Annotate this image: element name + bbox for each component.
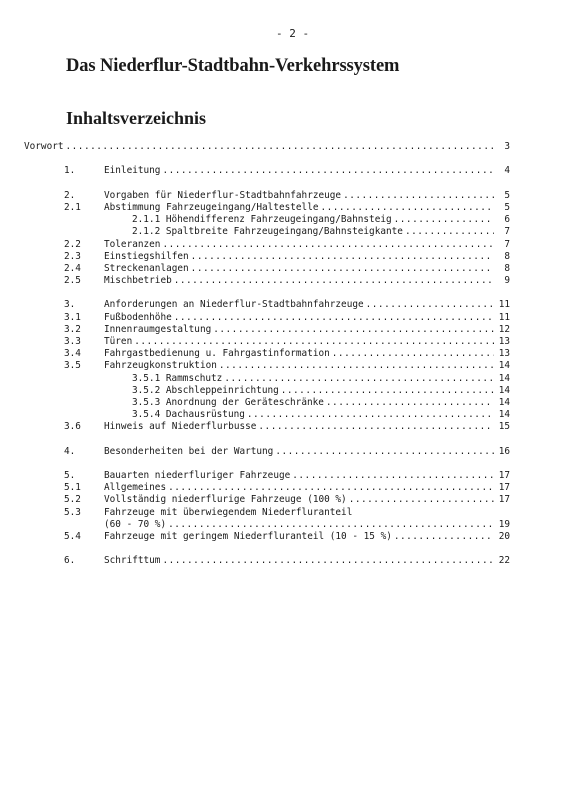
toc-page: 12 (498, 323, 510, 335)
toc-leader-dots (168, 519, 494, 531)
toc-number: 1. (64, 165, 76, 177)
toc-number: 2. (64, 189, 76, 201)
toc-entry-2-1-2 (64, 226, 510, 238)
toc-entry-3-4 (64, 348, 510, 360)
toc-number: 3.6 (64, 421, 81, 433)
toc-entry-3-5-4 (64, 409, 510, 421)
toc-label: Besonderheiten bei der Wartung (104, 445, 274, 457)
toc-number: 2.2 (64, 238, 81, 250)
toc-page: 4 (504, 165, 510, 177)
toc-number: 2.3 (64, 250, 81, 262)
toc-leader-dots (258, 421, 494, 433)
toc-label: 2.1.1 Höhendifferenz Fahrzeugeingang/Bahnsteig (132, 214, 392, 226)
toc-number: 3.4 (64, 348, 81, 360)
toc-leader-dots (326, 397, 494, 409)
toc-entry-3-3 (64, 336, 510, 348)
table-of-contents (24, 141, 510, 568)
toc-label: 3.5.3 Anordnung der Geräteschränke (132, 396, 324, 408)
toc-page: 7 (504, 238, 510, 250)
toc-page: 14 (498, 396, 510, 408)
toc-label: Vorwort (24, 141, 64, 152)
toc-page: 13 (498, 336, 510, 347)
toc-page: 20 (498, 531, 510, 542)
page-number: - 2 - (276, 27, 310, 40)
toc-entry-3-6 (64, 421, 510, 433)
toc-number: 5.3 (64, 506, 81, 518)
toc-page: 13 (498, 348, 510, 360)
toc-label: Einleitung (104, 165, 161, 177)
toc-entry-2-3 (64, 251, 510, 263)
toc-label: Schrifttum (104, 555, 161, 567)
toc-entry-2-1 (64, 202, 510, 214)
toc-entry-5-1 (64, 482, 510, 494)
toc-number: 3.1 (64, 311, 81, 323)
toc-entry-5-4 (64, 531, 510, 543)
toc-leader-dots (247, 409, 494, 421)
toc-leader-dots (224, 373, 494, 385)
toc-label: Bauarten niederfluriger Fahrzeuge (104, 470, 291, 482)
toc-number: 5.4 (64, 531, 81, 542)
toc-page: 11 (498, 299, 510, 311)
toc-entry-vorwort (24, 141, 510, 153)
toc-page: 17 (498, 482, 510, 494)
toc-entry-3-5-3 (64, 397, 510, 409)
toc-label: Fahrzeuge mit überwiegendem Niederfluranteil (104, 506, 353, 518)
toc-label: 3.5.2 Abschleppeinrichtung (132, 384, 279, 396)
toc-page: 5 (504, 189, 510, 201)
toc-leader-dots (162, 239, 494, 251)
toc-label: Anforderungen an Niederflur-Stadtbahnfahrzeuge (104, 299, 364, 311)
toc-heading: Inhaltsverzeichnis (66, 108, 207, 128)
toc-label: Fahrzeuge mit geringem Niederfluranteil (10 - 15 %) (104, 531, 392, 542)
toc-page: 8 (504, 250, 510, 262)
toc-page: 3 (504, 141, 510, 152)
toc-page: 16 (498, 445, 510, 457)
toc-number: 4. (64, 445, 76, 457)
toc-label: Streckenanlagen (104, 262, 189, 274)
toc-leader-dots (292, 470, 494, 482)
toc-entry-2-1-1 (64, 214, 510, 226)
toc-leader-dots (174, 312, 494, 324)
toc-label: Einstiegshilfen (104, 250, 189, 262)
toc-label: 3.5.4 Dachausrüstung (132, 409, 245, 421)
toc-number: 3.5 (64, 360, 81, 372)
toc-leader-dots (168, 482, 494, 494)
toc-entry-2 (64, 190, 510, 202)
toc-leader-dots (66, 141, 494, 153)
toc-page: 9 (504, 275, 510, 287)
toc-leader-dots (213, 324, 494, 336)
toc-page: 14 (498, 409, 510, 421)
toc-leader-dots (332, 348, 494, 360)
toc-leader-dots (394, 531, 494, 543)
toc-leader-dots (281, 385, 494, 397)
toc-leader-dots (191, 251, 494, 263)
toc-number: 5. (64, 470, 76, 482)
toc-page: 15 (498, 421, 510, 433)
toc-entry-5-2 (64, 494, 510, 506)
toc-page: 7 (504, 226, 510, 238)
toc-number: 3.2 (64, 323, 81, 335)
toc-number: 2.1 (64, 201, 81, 213)
toc-label-continued: (60 - 70 %) (104, 518, 167, 530)
toc-leader-dots (174, 275, 494, 287)
toc-page: 22 (498, 555, 510, 567)
toc-leader-dots (320, 202, 494, 214)
toc-label: Vorgaben für Niederflur-Stadtbahnfahrzeuge (104, 189, 342, 201)
toc-number: 3.3 (64, 336, 81, 347)
toc-label: Innenraumgestaltung (104, 323, 212, 335)
toc-page: 19 (498, 518, 510, 530)
toc-entry-3-5-2 (64, 385, 510, 397)
toc-page: 6 (504, 214, 510, 226)
toc-entry-2-2 (64, 239, 510, 251)
toc-leader-dots (191, 263, 494, 275)
toc-entry-2-5 (64, 275, 510, 287)
toc-page: 8 (504, 262, 510, 274)
document-title: Das Niederflur-Stadtbahn-Verkehrssystem (66, 56, 400, 76)
toc-entry-2-4 (64, 263, 510, 275)
toc-page: 14 (498, 360, 510, 372)
toc-leader-dots (162, 165, 494, 177)
toc-number: 5.2 (64, 494, 81, 506)
toc-leader-dots (366, 299, 494, 311)
toc-page: 17 (498, 494, 510, 506)
toc-leader-dots (343, 190, 494, 202)
toc-label: 3.5.1 Rammschutz (132, 372, 223, 384)
toc-label: Mischbetrieb (104, 275, 172, 287)
toc-number: 3. (64, 299, 76, 311)
toc-label: Fahrzeugkonstruktion (104, 360, 217, 372)
toc-leader-dots (275, 446, 494, 458)
toc-entry-3-2 (64, 324, 510, 336)
toc-label: Hinweis auf Niederflurbusse (104, 421, 257, 433)
toc-entry-5-3-continued (64, 519, 510, 531)
toc-leader-dots (349, 494, 494, 506)
toc-leader-dots (394, 214, 494, 226)
toc-page: 14 (498, 372, 510, 384)
toc-entry-3 (64, 299, 510, 311)
toc-entry-3-5 (64, 360, 510, 372)
toc-label: Abstimmung Fahrzeugeingang/Haltestelle (104, 201, 319, 213)
toc-leader-dots (162, 555, 494, 567)
toc-leader-dots (405, 226, 494, 238)
toc-number: 5.1 (64, 482, 81, 494)
toc-label: 2.1.2 Spaltbreite Fahrzeugeingang/Bahnsteigkante (132, 226, 403, 238)
toc-number: 2.5 (64, 275, 81, 287)
toc-page: 14 (498, 384, 510, 396)
toc-page: 17 (498, 470, 510, 482)
toc-entry-5-3 (64, 507, 510, 519)
toc-entry-3-1 (64, 312, 510, 324)
toc-label: Fußbodenhöhe (104, 311, 172, 323)
toc-leader-dots (219, 360, 494, 372)
toc-label: Toleranzen (104, 238, 161, 250)
toc-page: 5 (504, 201, 510, 213)
toc-entry-6 (64, 555, 510, 567)
toc-label: Allgemeines (104, 482, 167, 494)
toc-number: 2.4 (64, 262, 81, 274)
toc-label: Türen (104, 336, 133, 347)
toc-leader-dots (134, 336, 494, 348)
toc-page: 11 (498, 311, 510, 323)
toc-number: 6. (64, 555, 76, 567)
toc-entry-5 (64, 470, 510, 482)
toc-entry-3-5-1 (64, 373, 510, 385)
toc-entry-4 (64, 446, 510, 458)
toc-label: Vollständig niederflurige Fahrzeuge (100 %) (104, 494, 347, 506)
toc-label: Fahrgastbedienung u. Fahrgastinformation (104, 348, 330, 360)
toc-entry-1 (64, 165, 510, 177)
